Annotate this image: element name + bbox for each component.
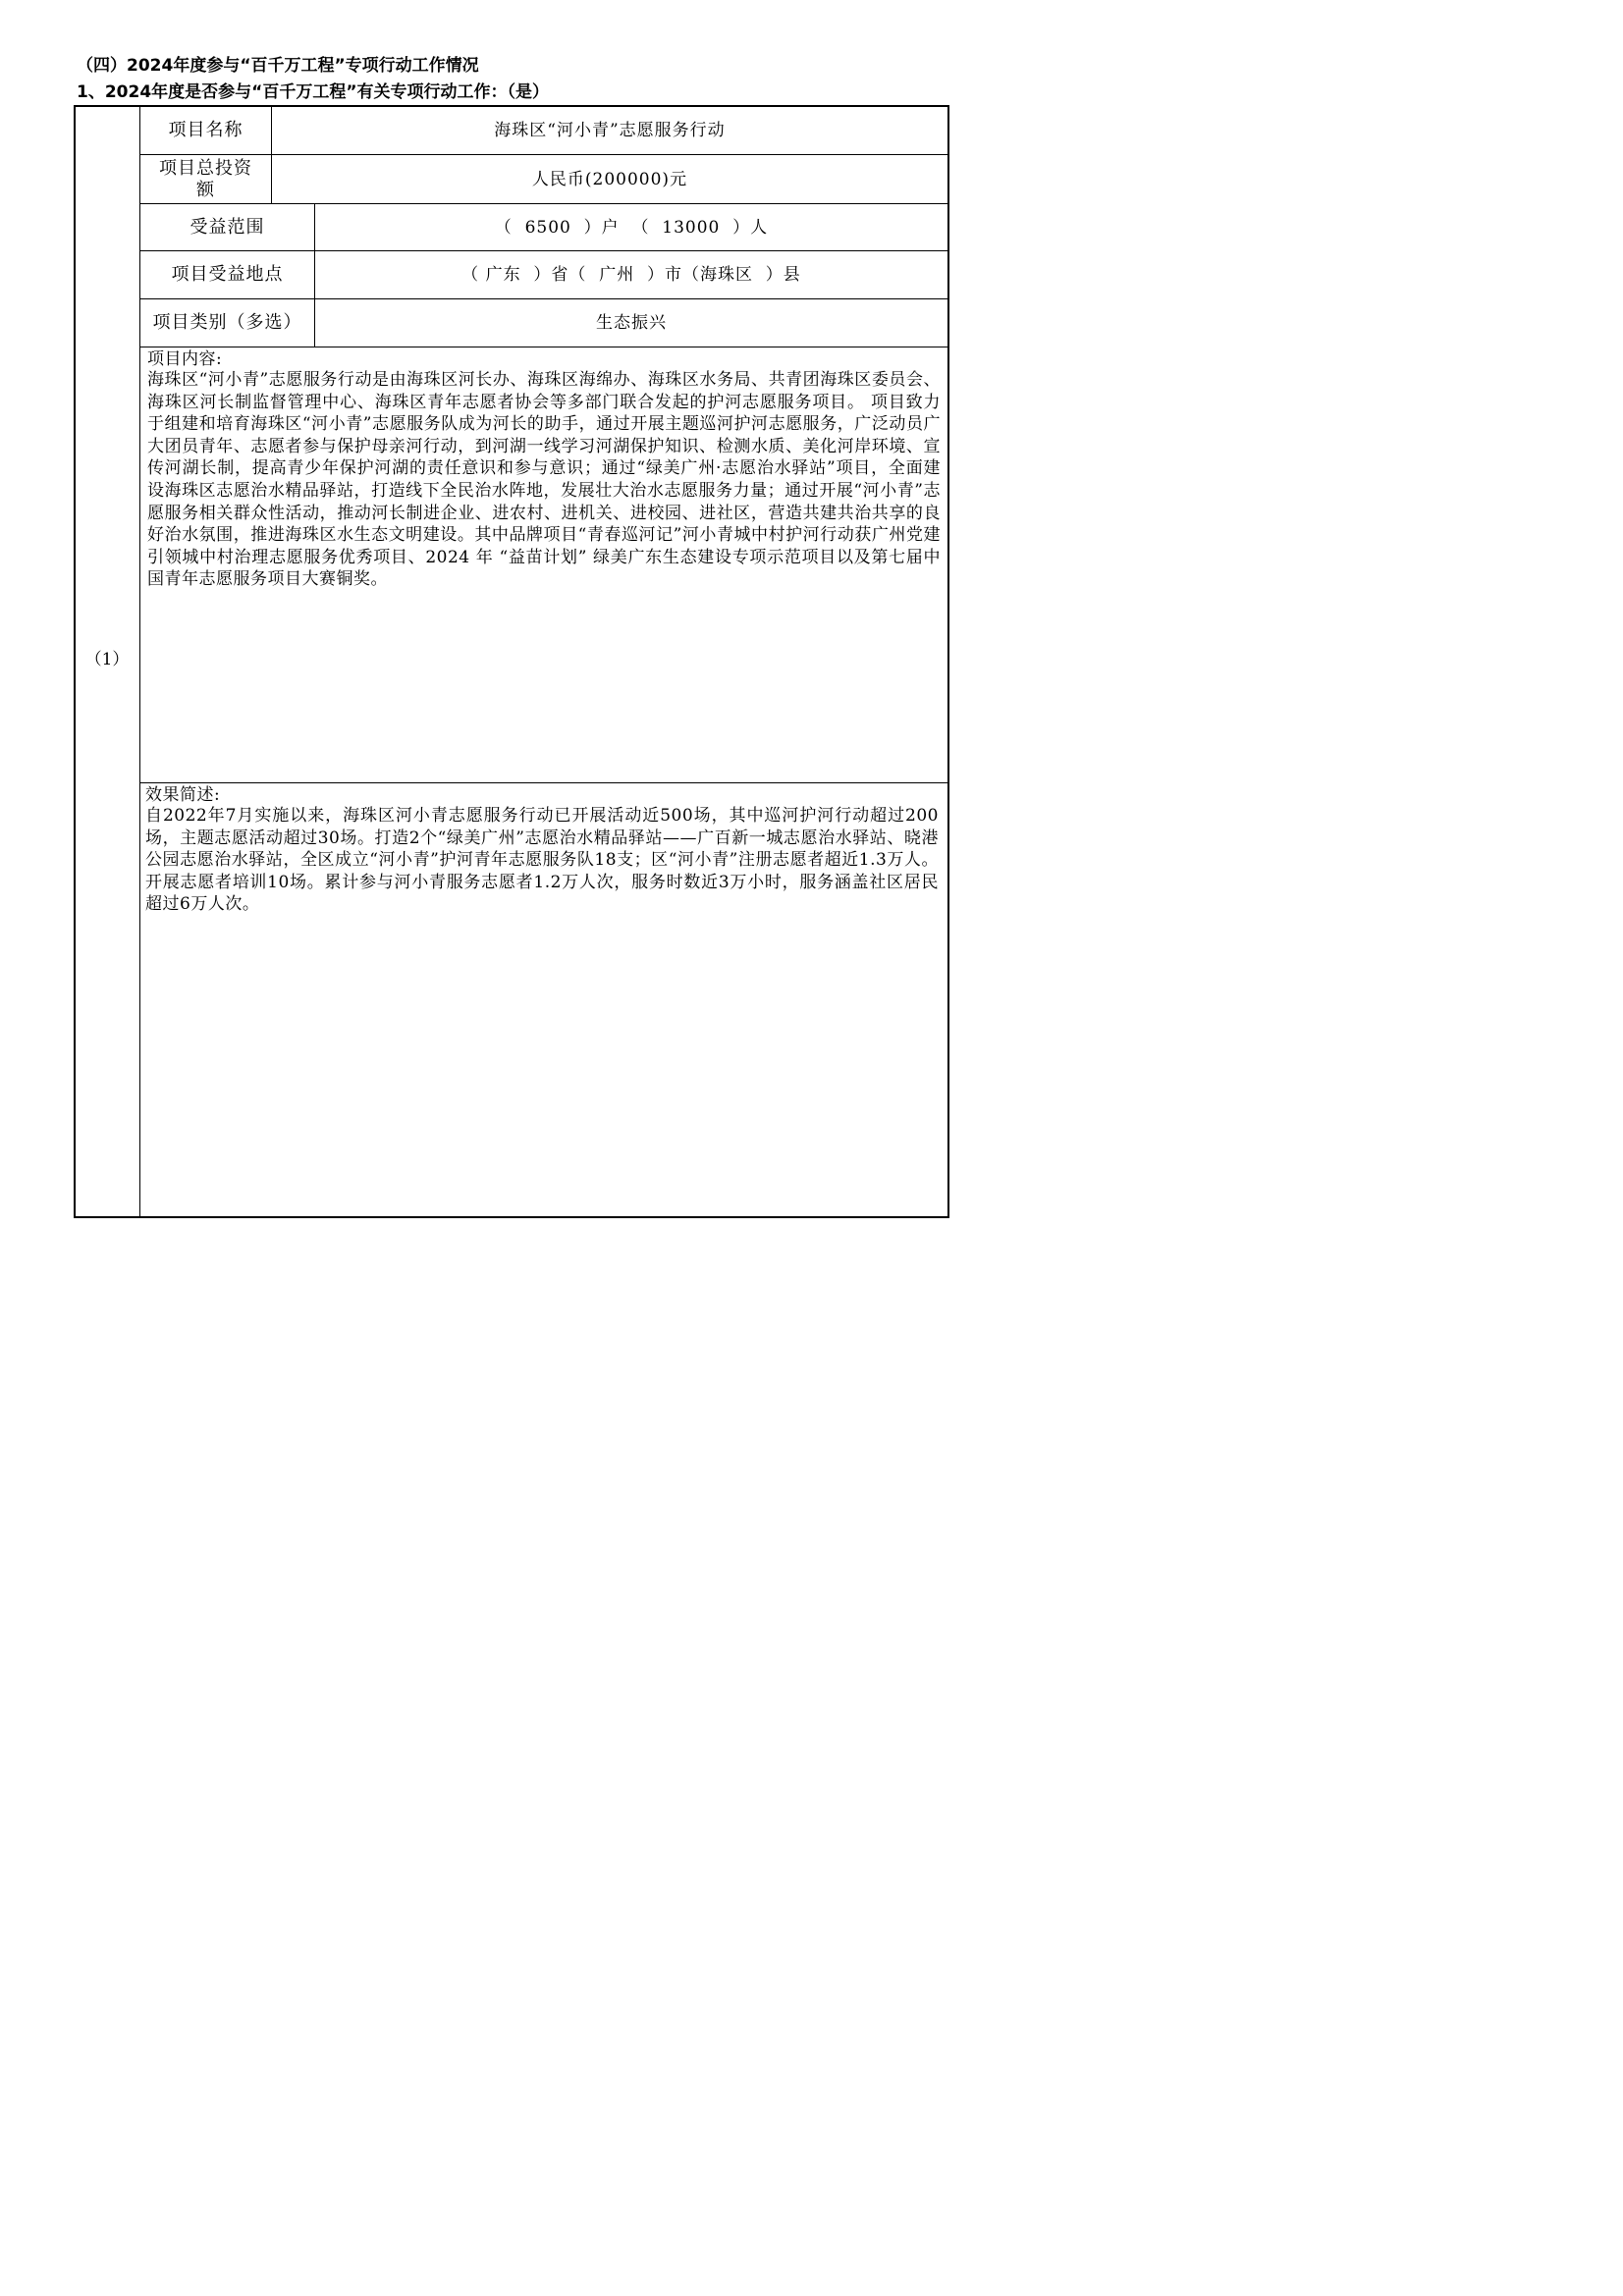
section-heading: （四）2024年度参与“百千万工程”专项行动工作情况 <box>77 56 479 76</box>
location-value-cell <box>314 250 948 299</box>
location-value: （ 广东 ）省（ 广州 ）市（海珠区 ）县 <box>461 265 801 285</box>
beneficiaries-value: （ 6500 ）户 （ 13000 ）人 <box>494 217 769 238</box>
content-title: 项目内容: <box>147 349 223 369</box>
question-heading: 1、2024年度是否参与“百千万工程”有关专项行动工作：（是） <box>77 82 549 102</box>
investment-label-line1: 项目总投资 <box>159 157 252 179</box>
beneficiaries-value-cell <box>314 203 948 251</box>
project-name-label: 项目名称 <box>168 120 243 140</box>
location-label: 项目受益地点 <box>171 264 284 285</box>
investment-value: 人民币(200000)元 <box>531 169 688 189</box>
project-name-label-cell <box>139 106 272 155</box>
investment-label-line2: 额 <box>196 179 215 200</box>
category-value: 生态振兴 <box>596 313 667 333</box>
effect-body: 自2022年7月实施以来，海珠区河小青志愿服务行动已开展活动近500场，其中巡河护河行动超过200场，主题志愿活动超过30场。打造2个“绿美广州”志愿治水精品驿站——广百新一城志愿治水驿站、晓港公园志愿治水驿站，全区成立“河小青”护河青年志愿服务队18支；区“河小青”注册志愿者超近1.3万人。开展志愿者培训10场。累计参与河小青服务志愿者1.2万人次，服务时数近3万小时，服务涵盖社区居民超过6万人次。 <box>145 806 939 915</box>
investment-label-cell <box>139 154 272 204</box>
project-name-value: 海珠区“河小青”志愿服务行动 <box>494 121 726 140</box>
category-label: 项目类别（多选） <box>152 312 302 333</box>
category-label-cell <box>139 298 315 347</box>
effect-title: 效果简述: <box>145 785 221 805</box>
beneficiaries-label: 受益范围 <box>189 216 265 238</box>
location-label-cell <box>139 250 315 299</box>
project-name-value-cell <box>271 106 948 155</box>
beneficiaries-label-cell <box>139 203 315 251</box>
investment-value-cell <box>271 154 948 204</box>
content-body: 海珠区“河小青”志愿服务行动是由海珠区河长办、海珠区海绵办、海珠区水务局、共青团海珠区委员会、海珠区河长制监督管理中心、海珠区青年志愿者协会等多部门联合发起的护河志愿服务项目。 项目致力于组建和培育海珠区“河小青”志愿服务队成为河长的助手，通过开展主题巡河护河志愿服务，广泛动员广大团员青年、志愿者参与保护母亲河行动，到河湖一线学习河湖保护知识、检测水质、美化河岸环境、宣传河湖长制，提高青少年保护河湖的责任意识和参与意识；通过“绿美广州·志愿治水驿站”项目，全面建设海珠区志愿治水精品驿站，打造线下全民治水阵地，发展壮大治水志愿服务力量；通过开展“河小青”志愿服务相关群众性活动，推动河长制进企业、进农村、进机关、进校园、进社区，营造共建共治共享的良好治水氛围，推进海珠区水生态文明建设。其中品牌项目“青春巡河记”河小青城中村护河行动获广州党建引领城中村治理志愿服务优秀项目、2024 年 “益苗计划” 绿美广东生态建设专项示范项目以及第七届中国青年志愿服务项目大赛铜奖。 <box>147 370 941 590</box>
category-value-cell <box>314 298 948 347</box>
row-index: （1） <box>84 650 130 669</box>
